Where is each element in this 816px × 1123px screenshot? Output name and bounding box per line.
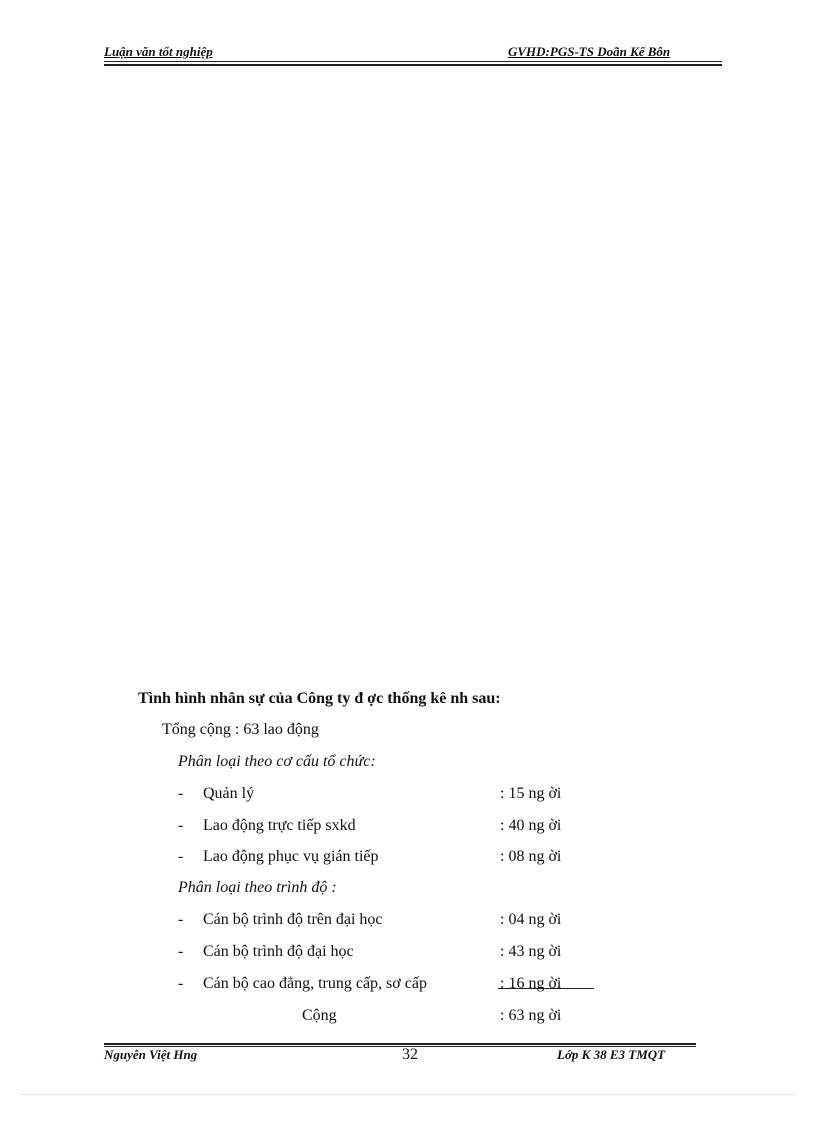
row-value: : 15 ng ời <box>500 785 562 802</box>
header-left-text: Luận văn tốt nghiệp <box>104 44 213 59</box>
footer-rule-top <box>104 1043 696 1045</box>
page-edge-divider <box>20 1094 796 1095</box>
row-label: Lao động phục vụ gián tiếp <box>203 848 379 865</box>
row-value: : 04 ng ời <box>500 911 562 928</box>
page-number: 32 <box>402 1046 418 1063</box>
row-label: Cán bộ trình độ đại học <box>203 943 354 960</box>
row-label: Cán bộ cao đẳng, trung cấp, sơ cấp <box>203 975 427 992</box>
bullet: - <box>178 817 184 834</box>
footer-author: Nguyễn Việt Hng <box>104 1047 198 1062</box>
row-label: Lao động trực tiếp sxkd <box>203 817 356 834</box>
bullet: - <box>178 943 184 960</box>
bullet: - <box>178 785 184 802</box>
section-heading: Tình hình nhân sự của Công ty đ ợc thống kê nh sau: <box>138 690 501 707</box>
row-value: : 16 ng ời <box>500 975 562 992</box>
sum-underline <box>498 988 594 989</box>
row-value: : 43 ng ời <box>500 943 562 960</box>
row-value: : 40 ng ời <box>500 817 562 834</box>
row-label: Quản lý <box>203 785 255 802</box>
footer-class: Lớp K 38 E3 TMQT <box>557 1047 666 1062</box>
header-rule-bottom <box>104 64 722 66</box>
header-right-text: GVHD:PGS-TS Doãn Kế Bôn <box>508 44 671 59</box>
sum-value: : 63 ng ời <box>500 1007 562 1024</box>
total-line: Tổng cộng : 63 lao động <box>162 721 319 738</box>
bullet: - <box>178 848 184 865</box>
header-rule-top <box>104 61 722 62</box>
row-label: Cán bộ trình độ trên đại học <box>203 911 383 928</box>
row-value: : 08 ng ời <box>500 848 562 865</box>
section-title-level: Phân loại theo trình độ : <box>178 879 337 896</box>
bullet: - <box>178 975 184 992</box>
section-title-org: Phân loại theo cơ cấu tổ chức: <box>178 753 376 770</box>
sum-label: Cộng <box>302 1007 337 1024</box>
bullet: - <box>178 911 184 928</box>
